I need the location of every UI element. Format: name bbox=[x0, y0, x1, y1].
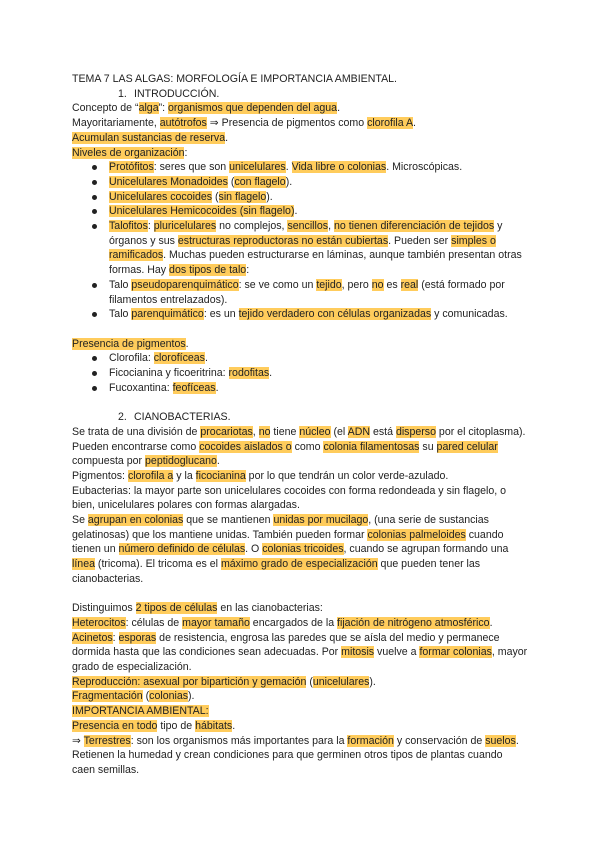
highlighted-text: no bbox=[258, 425, 271, 438]
highlighted-text: parenquimático bbox=[131, 308, 204, 321]
text-run: vuelve a bbox=[374, 646, 420, 659]
paragraph bbox=[72, 734, 528, 778]
highlighted-text: pseudoparenquimático bbox=[131, 278, 239, 291]
text-run: en las cianobacterias: bbox=[217, 602, 323, 615]
text-run: , (una serie de sustancias gelatinosas) que los mantiene unidas. También pueden formar bbox=[72, 514, 489, 541]
list-item bbox=[72, 204, 528, 219]
highlighted-text: colonia filamentosas bbox=[323, 440, 420, 453]
highlighted-text: procariotas bbox=[200, 425, 253, 438]
highlighted-text: dos tipos de talo bbox=[169, 264, 247, 277]
reserve-line bbox=[72, 131, 528, 146]
text-run: : son los organismos más importantes para la bbox=[130, 734, 348, 747]
text-run: que se mantienen bbox=[183, 514, 274, 527]
highlighted-text: tejido bbox=[316, 278, 342, 291]
text-run: tipo de bbox=[157, 719, 196, 732]
paragraph bbox=[72, 719, 528, 734]
text-run: compuesta por bbox=[72, 455, 146, 468]
highlighted-text: no bbox=[371, 278, 384, 291]
text-run: y conservación de bbox=[393, 734, 486, 747]
highlighted-text: colonias tricoides bbox=[262, 543, 344, 556]
highlighted-text: mitosis bbox=[341, 646, 375, 659]
text-run: su bbox=[419, 440, 437, 453]
pigments-list bbox=[72, 351, 528, 395]
text-run: que pueden tener las cianobacterias. bbox=[72, 558, 481, 585]
highlighted-text: Unicelulares Monadoides bbox=[109, 175, 228, 188]
highlighted-text: peptidoglucano bbox=[145, 455, 217, 468]
text-run: : bbox=[246, 264, 250, 277]
pigments-heading bbox=[72, 337, 528, 352]
text-run: . bbox=[185, 337, 189, 350]
text-run: : células de bbox=[125, 616, 183, 629]
list-item bbox=[72, 160, 528, 175]
text-run: Fucoxantina: bbox=[109, 381, 173, 394]
highlighted-text: Talofitos bbox=[109, 220, 148, 233]
text-run: . bbox=[216, 455, 220, 468]
text-run: ”: bbox=[158, 102, 169, 115]
text-run: . Microscópicas. bbox=[386, 161, 463, 174]
highlighted-text: Reproducción: asexual por bipartición y gemación bbox=[72, 675, 307, 688]
section-1-heading bbox=[72, 87, 528, 102]
highlighted-text: mayor tamaño bbox=[182, 616, 250, 629]
highlighted-text: pluricelulares bbox=[153, 220, 217, 233]
text-run: está bbox=[370, 425, 396, 438]
text-run: como bbox=[291, 440, 324, 453]
text-run: ⇒ Presencia de pigmentos como bbox=[206, 117, 368, 130]
list-item bbox=[72, 219, 528, 278]
highlighted-text: clorofíceas bbox=[153, 352, 205, 365]
text-run: Distinguimos bbox=[72, 602, 136, 615]
text-run: encargados de la bbox=[249, 616, 338, 629]
highlighted-text: Terrestres bbox=[83, 734, 131, 747]
text-run: ( bbox=[227, 175, 235, 188]
highlighted-text: feofíceas bbox=[172, 381, 216, 394]
text-run: Mayoritariamente, bbox=[72, 117, 160, 130]
text-run: : seres que son bbox=[153, 161, 230, 174]
highlighted-text: sencillos bbox=[287, 220, 329, 233]
text-run: . bbox=[413, 117, 416, 130]
text-run: ). bbox=[369, 675, 376, 688]
text-run: ⇒ bbox=[72, 734, 84, 747]
list-item bbox=[72, 190, 528, 205]
highlighted-text: ADN bbox=[347, 425, 371, 438]
text-run: Talo bbox=[109, 278, 132, 291]
text-run: por lo que tendrán un color verde-azulado. bbox=[245, 469, 449, 482]
text-run: : se ve como un bbox=[238, 278, 317, 291]
list-item bbox=[72, 381, 528, 396]
text-run: Ficocianina y ficoeritrina: bbox=[109, 367, 229, 380]
text-run: tiene bbox=[270, 425, 300, 438]
text-run: . Retienen la humedad y crean condiciones para que germinen otros tipos de plantas cuando caen semillas. bbox=[72, 734, 519, 776]
text-run: y órganos y sus bbox=[109, 220, 503, 247]
paragraph bbox=[72, 704, 528, 719]
highlighted-text: fijación de nitrógeno atmosférico bbox=[337, 616, 490, 629]
text-run: (está formado por filamentos entrelazados). bbox=[109, 278, 505, 306]
text-run: : es un bbox=[203, 308, 239, 321]
text-run: : bbox=[184, 146, 188, 159]
highlighted-text: suelos bbox=[485, 734, 516, 747]
text-run: , pero bbox=[341, 278, 372, 291]
highlighted-text: número definido de células bbox=[118, 543, 246, 556]
highlighted-text: con flagelo bbox=[234, 175, 286, 188]
highlighted-text: autótrofos bbox=[159, 117, 207, 130]
text-run: . Muchas pueden estructurarse en láminas, aunque también presentan otras formas. Hay bbox=[109, 249, 522, 277]
text-run: ). bbox=[188, 690, 195, 703]
text-run: . O bbox=[245, 543, 263, 556]
text-run: cuando tienen un bbox=[72, 528, 504, 556]
highlighted-text: Unicelulares cocoides bbox=[109, 190, 213, 203]
highlighted-text: Presencia en todo bbox=[72, 719, 158, 732]
highlighted-text: Vida libre o colonias bbox=[291, 161, 387, 174]
document-page bbox=[72, 72, 528, 778]
highlighted-text: colonias palmeloides bbox=[367, 528, 466, 541]
text-run: : bbox=[112, 631, 119, 644]
autotroph-line bbox=[72, 116, 528, 131]
section-label: INTRODUCCIÓN. bbox=[134, 87, 220, 100]
highlighted-text: agrupan en colonias bbox=[87, 514, 184, 527]
paragraph bbox=[72, 484, 528, 513]
text-run: ( bbox=[212, 190, 219, 203]
highlighted-text: Acinetos bbox=[72, 631, 113, 644]
text-run: . bbox=[225, 131, 229, 144]
list-item bbox=[72, 278, 528, 307]
highlighted-text: formación bbox=[347, 734, 394, 747]
concept-line bbox=[72, 101, 528, 116]
highlighted-text: organismos que dependen del agua bbox=[168, 102, 338, 115]
text-run: (tricoma). El tricoma es el bbox=[94, 558, 221, 571]
text-run: por el citoplasma). Pueden encontrarse como bbox=[72, 425, 526, 453]
highlighted-text: Protófitos bbox=[109, 161, 154, 174]
text-run: . bbox=[215, 381, 219, 394]
text-run: . Pueden ser bbox=[388, 234, 452, 247]
text-run: Pigmentos: bbox=[72, 469, 128, 482]
organization-levels-list bbox=[72, 160, 528, 322]
highlighted-text: cocoides aislados o bbox=[199, 440, 292, 453]
highlighted-text: unicelulares bbox=[229, 161, 286, 174]
highlighted-text: tejido verdadero con células organizadas bbox=[238, 308, 432, 321]
text-run: no complejos, bbox=[216, 220, 288, 233]
text-run: Eubacterias: la mayor parte son unicelulares cocoides con forma redondeada y sin flagelo, o bien, unicelulares polares con formas alargadas. bbox=[72, 484, 507, 512]
text-run: Concepto de “ bbox=[72, 102, 139, 115]
highlighted-text: disperso bbox=[395, 425, 436, 438]
text-run: . bbox=[269, 367, 273, 380]
highlighted-text: real bbox=[400, 278, 419, 291]
text-run: , bbox=[328, 220, 334, 233]
highlighted-text: pared celular bbox=[436, 440, 498, 453]
text-run: es bbox=[383, 278, 401, 291]
highlighted-text: Fragmentación bbox=[72, 690, 143, 703]
highlighted-text: hábitats bbox=[195, 719, 233, 732]
text-run: y comunicadas. bbox=[431, 308, 508, 321]
doc-title: TEMA 7 LAS ALGAS: MORFOLOGÍA E IMPORTANCIA AMBIENTAL. bbox=[72, 73, 397, 85]
text-run: . bbox=[337, 102, 341, 115]
highlighted-text: Unicelulares Hemicocoides (sin flagelo) bbox=[109, 205, 295, 218]
text-run: Se bbox=[72, 514, 88, 527]
highlighted-text: formar colonias bbox=[419, 646, 492, 659]
text-run: , cuando se agrupan formando una bbox=[343, 543, 509, 556]
highlighted-text: Heterocitos bbox=[72, 616, 126, 629]
highlighted-text: esporas bbox=[118, 631, 157, 644]
list-item bbox=[72, 175, 528, 190]
text-run: . bbox=[204, 352, 208, 365]
highlighted-text: unidas por mucilago bbox=[273, 514, 369, 527]
paragraph bbox=[72, 601, 528, 616]
section-2-heading bbox=[72, 410, 528, 425]
section-number: 2. bbox=[118, 411, 127, 424]
section-label: CIANOBACTERIAS. bbox=[134, 411, 231, 424]
text-run: , mayor grado de especialización. bbox=[72, 646, 528, 674]
text-run: Se trata de una división de bbox=[72, 425, 201, 438]
text-run: Talo bbox=[109, 308, 132, 321]
list-item bbox=[72, 351, 528, 366]
paragraph bbox=[72, 513, 528, 587]
text-run: . bbox=[232, 719, 236, 732]
highlighted-text: máximo grado de especialización bbox=[220, 558, 378, 571]
highlighted-text: alga bbox=[138, 102, 159, 115]
text-run: ( bbox=[142, 690, 150, 703]
text-run: . bbox=[489, 616, 493, 629]
highlighted-text: simples o ramificados bbox=[109, 234, 496, 262]
text-run: y la bbox=[173, 469, 196, 482]
paragraph bbox=[72, 616, 528, 631]
highlighted-text: línea bbox=[72, 558, 95, 571]
levels-line bbox=[72, 146, 528, 161]
text-run: ( bbox=[306, 675, 313, 688]
text-run: de resistencia, engrosa las paredes que se aísla del medio y permanece dormida hasta que las condiciones sean adecuadas. Por bbox=[72, 631, 500, 659]
highlighted-text: no tienen diferenciación de tejidos bbox=[333, 220, 495, 233]
text-run: : bbox=[147, 220, 154, 233]
paragraph bbox=[72, 425, 528, 469]
highlighted-text: Acumulan sustancias de reserva bbox=[72, 131, 226, 144]
text-run: ). bbox=[285, 175, 293, 188]
highlighted-text: Niveles de organización bbox=[72, 146, 185, 159]
text-run: . bbox=[294, 205, 298, 218]
highlighted-text: Presencia de pigmentos bbox=[72, 337, 186, 350]
highlighted-text: núcleo bbox=[299, 425, 331, 438]
list-item bbox=[72, 307, 528, 322]
highlighted-text: clorofila A bbox=[367, 117, 414, 130]
highlighted-text: IMPORTANCIA AMBIENTAL: bbox=[72, 705, 209, 718]
highlighted-text: 2 tipos de células bbox=[135, 602, 218, 615]
highlighted-text: clorofila a bbox=[127, 469, 174, 482]
highlighted-text: unicelulares bbox=[312, 675, 370, 688]
text-run: Clorofila: bbox=[109, 352, 154, 365]
text-run: ). bbox=[266, 190, 273, 203]
text-run: . bbox=[285, 161, 292, 174]
list-item bbox=[72, 366, 528, 381]
paragraph bbox=[72, 689, 528, 704]
paragraph bbox=[72, 631, 528, 675]
text-run: (el bbox=[330, 425, 348, 438]
text-run: , bbox=[252, 425, 259, 438]
highlighted-text: ficocianina bbox=[195, 469, 246, 482]
highlighted-text: colonias bbox=[149, 690, 189, 703]
highlighted-text: sin flagelo bbox=[218, 190, 267, 203]
section-number: 1. bbox=[118, 87, 127, 100]
paragraph bbox=[72, 675, 528, 690]
highlighted-text: estructuras reproductoras no están cubiertas bbox=[177, 234, 389, 247]
paragraph bbox=[72, 469, 528, 484]
highlighted-text: rodofitas bbox=[228, 367, 270, 380]
